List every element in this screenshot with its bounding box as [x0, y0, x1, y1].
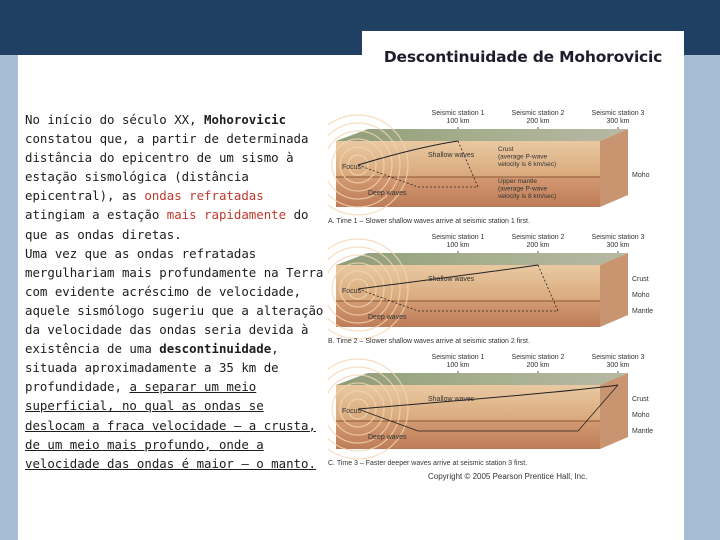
- shallow-waves-label: Shallow waves: [428, 276, 475, 283]
- figure-panel-1: [328, 110, 650, 225]
- shallow-waves-label: Shallow waves: [428, 396, 475, 403]
- panel-caption: B. Time 2 – Slower shallow waves arrive at seismic station 2 first.: [328, 338, 530, 345]
- p2-underlined: a separar um meio superficial, no qual as ondas se deslocam a fraca velocidade – a crusta, de um meio mais profundo, onde a velocidade das ondas é maior – o manto.: [25, 379, 316, 471]
- block-side-face: [600, 129, 628, 207]
- body-text: [25, 110, 325, 473]
- station-label: Seismic station 3 300 km: [591, 110, 645, 125]
- figure-panel-2: [328, 234, 653, 345]
- crust-label: Crust: [632, 396, 649, 403]
- mantle-label: Mantle: [632, 308, 654, 315]
- p2-mid: , situada aproximadamente a 35 km de profundidade,: [25, 341, 279, 395]
- station-label: Seismic station 3 300 km: [591, 234, 645, 249]
- station-label: Seismic station 1 100 km: [431, 110, 485, 125]
- moho-label: Moho: [632, 412, 650, 419]
- station-label: Seismic station 2 200 km: [511, 110, 565, 125]
- block-side-face: [600, 373, 628, 449]
- figure-copyright: Copyright © 2005 Pearson Prentice Hall, Inc.: [428, 472, 588, 481]
- seismic-figure: [328, 107, 673, 487]
- focus-label: Focus: [342, 164, 362, 171]
- station-label: Seismic station 2 200 km: [511, 234, 565, 249]
- mantle-label: Mantle: [632, 428, 654, 435]
- left-border-band: [0, 55, 18, 540]
- focus-label: Focus: [342, 288, 362, 295]
- block-side-face: [600, 253, 628, 327]
- seismic-figure-svg: [328, 107, 673, 487]
- panel-caption: C. Time 3 – Faster deeper waves arrive at seismic station 3 first.: [328, 460, 528, 467]
- focus-label: Focus: [342, 408, 362, 415]
- p1-mid2: atingiam a estação: [25, 207, 167, 223]
- p1-red1: ondas refratadas: [144, 188, 264, 204]
- p1-name: Mohorovicic: [204, 112, 287, 127]
- p1-end: do que as ondas diretas.: [25, 207, 309, 242]
- crust-label: Crust: [632, 276, 649, 283]
- moho-label: Moho: [632, 172, 650, 179]
- right-border-band: [684, 55, 720, 540]
- deep-waves-label: Deep waves: [368, 434, 407, 441]
- panel-caption: A. Time 1 – Slower shallow waves arrive at seismic station 1 first.: [328, 218, 530, 225]
- p2-bold: descontinuidade: [159, 341, 272, 357]
- p1-red2: mais rapidamente: [166, 207, 287, 223]
- station-label: Seismic station 3 300 km: [591, 354, 645, 369]
- deep-waves-label: Deep waves: [368, 314, 407, 321]
- station-label: Seismic station 2 200 km: [511, 354, 565, 369]
- deep-waves-label: Deep waves: [368, 190, 407, 197]
- p2-start: Uma vez que as ondas refratadas mergulhariam mais profundamente na Terra com evidente acréscimo de velocidade, aquele sismólogo sugeriu que a alteração da velocidade das ondas seria devida à existência de uma: [25, 245, 324, 357]
- p1-intro: No início do século XX,: [25, 112, 205, 127]
- shallow-waves-label: Shallow waves: [428, 152, 475, 159]
- slide-title: Descontinuidade de Mohorovicic: [383, 48, 663, 66]
- title-box: [362, 31, 684, 83]
- crust-label: Crust (average P-wave velocity is 6 km/sec): [498, 146, 557, 168]
- p1-mid1: constatou que, a partir de determinada distância do epicentro de um sismo à estação sismológica (distância epicentral), as: [25, 131, 309, 204]
- figure-panel-3: [328, 354, 653, 467]
- moho-label: Moho: [632, 292, 650, 299]
- station-label: Seismic station 1 100 km: [431, 234, 485, 249]
- station-label: Seismic station 1 100 km: [431, 354, 485, 369]
- mantle-label: Upper mantle (average P-wave velocity is 8 km/sec): [498, 178, 557, 200]
